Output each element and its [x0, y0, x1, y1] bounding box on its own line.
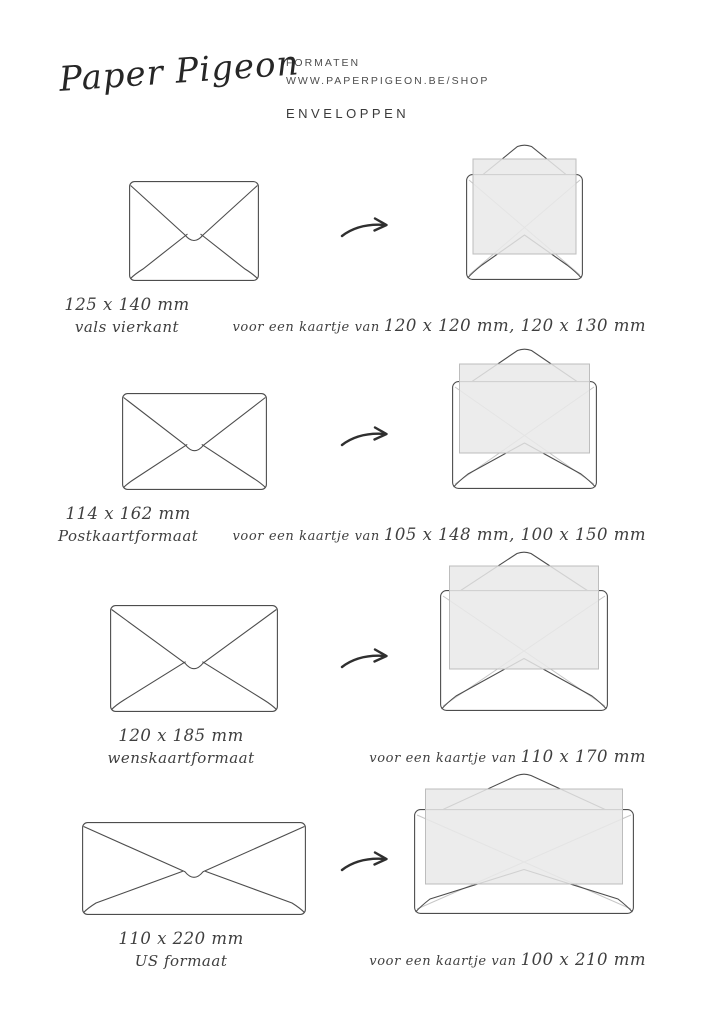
envelope-format-name: Postkaartformaat: [58, 527, 199, 545]
envelope-row-4: [0, 772, 724, 973]
envelope-size-label: 125 x 140 mm: [64, 295, 190, 314]
header-meta: [286, 40, 489, 121]
fits-card-label: [369, 948, 646, 973]
fits-card-label: [369, 745, 646, 770]
fits-card-label: [232, 523, 646, 548]
envelope-row-3: [0, 550, 724, 770]
arrow-icon: [339, 843, 393, 875]
page-title: ENVELOPPEN: [286, 106, 410, 121]
envelope-size-label: 110 x 220 mm: [118, 929, 244, 948]
open-envelope-illustration: [451, 347, 598, 490]
closed-envelope-illustration: [82, 822, 306, 915]
arrow-icon: [339, 209, 393, 241]
envelope-size-label: 120 x 185 mm: [118, 726, 244, 745]
envelope-row-2: [0, 347, 724, 548]
fits-prefix: voor een kaartje van: [369, 954, 517, 969]
closed-envelope-illustration: [110, 605, 278, 712]
fits-prefix: voor een kaartje van: [232, 320, 380, 335]
rows-container: [0, 121, 724, 973]
fits-sizes: 120 x 120 mm, 120 x 130 mm: [383, 316, 646, 335]
fits-sizes: 110 x 170 mm: [520, 747, 646, 766]
closed-envelope-illustration: [122, 393, 267, 490]
header: [0, 0, 724, 121]
arrow-icon: [339, 418, 393, 450]
fits-sizes: 105 x 148 mm, 100 x 150 mm: [383, 525, 646, 544]
fits-prefix: voor een kaartje van: [232, 529, 380, 544]
envelope-format-name: wenskaartformaat: [107, 749, 255, 767]
envelope-row-1: [0, 143, 724, 339]
website-url: WWW.PAPERPIGEON.BE/SHOP: [286, 75, 490, 87]
closed-envelope-illustration: [129, 181, 259, 281]
envelope-size-label: 114 x 162 mm: [65, 504, 191, 523]
arrow-icon: [339, 640, 393, 672]
fits-card-label: [232, 314, 646, 339]
envelope-format-name: US formaat: [134, 952, 228, 970]
open-envelope-illustration: [439, 550, 609, 712]
fits-prefix: voor een kaartje van: [369, 751, 517, 766]
envelope-format-name: vals vierkant: [74, 318, 180, 336]
brand-logo: Paper Pigeon: [57, 43, 301, 100]
fits-sizes: 100 x 210 mm: [520, 950, 646, 969]
open-envelope-illustration: [413, 772, 635, 915]
category-label: FORMATEN: [286, 57, 361, 69]
open-envelope-illustration: [465, 143, 584, 281]
